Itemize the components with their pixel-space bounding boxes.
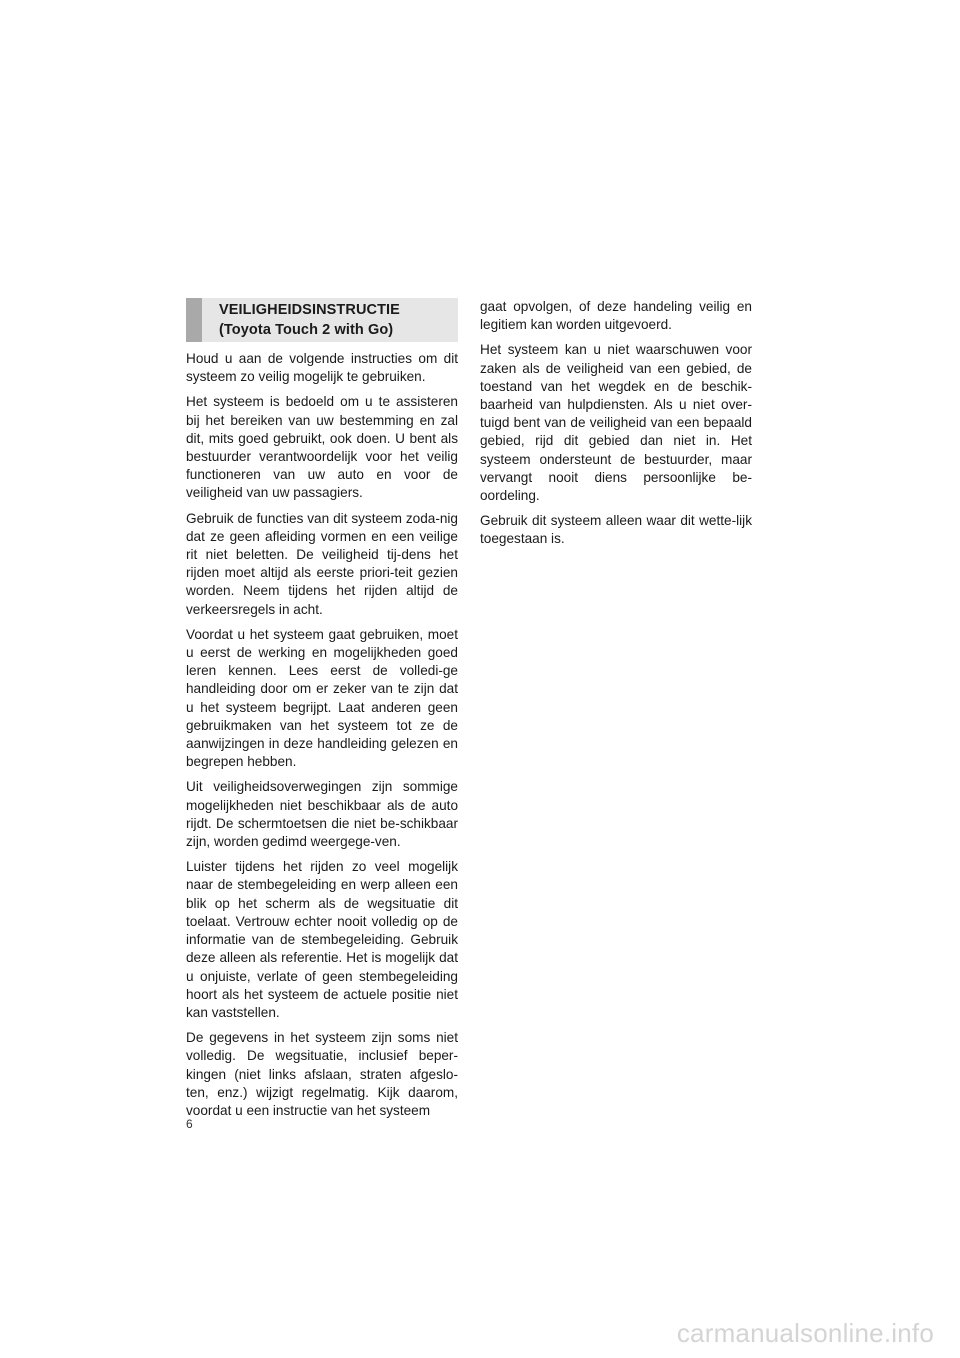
paragraph: Het systeem kan u niet waarschuwen voor zaken als de veiligheid van een gebied, de toestand van het wegdek en de beschik-baarheid van hulpdiensten. Als u niet over-tuigd bent van de veiligheid van een bepaald gebied, rijd dit gebied dan niet in. Het systeem ondersteunt de bestuurder, maar vervangt nooit diens persoonlijke be-oordeling. (480, 342, 752, 504)
page-number: 6 (186, 1117, 193, 1131)
paragraph: Luister tijdens het rijden zo veel mogelijk naar de stembegeleiding en werp alleen een blik op het scherm als de wegsituatie dit toelaat. Vertrouw echter nooit volledig op de informatie van de stembegeleiding. Gebruik deze alleen als referentie. Het is mogelijk dat u onjuiste, verlate of geen stembegeleiding hoort als het systeem de actuele positie niet kan vaststellen. (186, 859, 458, 1020)
paragraph: gaat opvolgen, of deze handeling veilig en legitiem kan worden uitgevoerd. (480, 299, 752, 333)
paragraph: Uit veiligheidsoverwegingen zijn sommige mogelijkheden niet beschikbaar als de auto rijdt. De schermtoetsen die niet be-schikbaar zijn, worden gedimd weergege-ven. (186, 779, 458, 850)
watermark: carmanualsonline.info (676, 1318, 934, 1348)
paragraph: Houd u aan de volgende instructies om dit systeem zo veilig mogelijk te gebruiken. (186, 351, 458, 385)
right-column (480, 298, 752, 556)
paragraph: Het systeem is bedoeld om u te assisteren bij het bereiken van uw bestemming en zal dit, mits goed gebruikt, ook doen. U bent als bestuurder verantwoordelijk voor het veilig functioneren van uw auto en voor de veiligheid van uw passagiers. (186, 394, 458, 501)
section-title-line-1: VEILIGHEIDSINSTRUCTIE (219, 302, 400, 318)
section-title (202, 298, 400, 342)
section-header (186, 298, 458, 342)
paragraph: Gebruik dit systeem alleen waar dit wette-lijk toegestaan is. (480, 513, 752, 547)
section-title-line-2: (Toyota Touch 2 with Go) (219, 322, 394, 338)
paragraph: De gegevens in het systeem zijn soms niet volledig. De wegsituatie, inclusief beper-kingen (niet links afslaan, straten afgeslo-ten, enz.) wijzigt regelmatig. Kijk daarom, voordat u een instructie van het systeem (186, 1030, 458, 1118)
left-column (186, 350, 458, 1127)
paragraph: Gebruik de functies van dit systeem zoda-nig dat ze geen afleiding vormen en een veilige rit niet beletten. De veiligheid tij-dens het rijden moet altijd als eerste priori-teit gezien worden. Neem tijdens het rijden altijd de verkeersregels in acht. (186, 510, 458, 617)
header-accent-bar (186, 298, 202, 342)
paragraph: Voordat u het systeem gaat gebruiken, moet u eerst de werking en mogelijkheden goed leren kennen. Lees eerst de volledi-ge handleiding door om er zeker van te zijn dat u het systeem begrijpt. Laat anderen geen gebruikmaken van het systeem tot ze de aanwijzingen in deze handleiding gelezen en begrepen hebben. (186, 626, 458, 770)
